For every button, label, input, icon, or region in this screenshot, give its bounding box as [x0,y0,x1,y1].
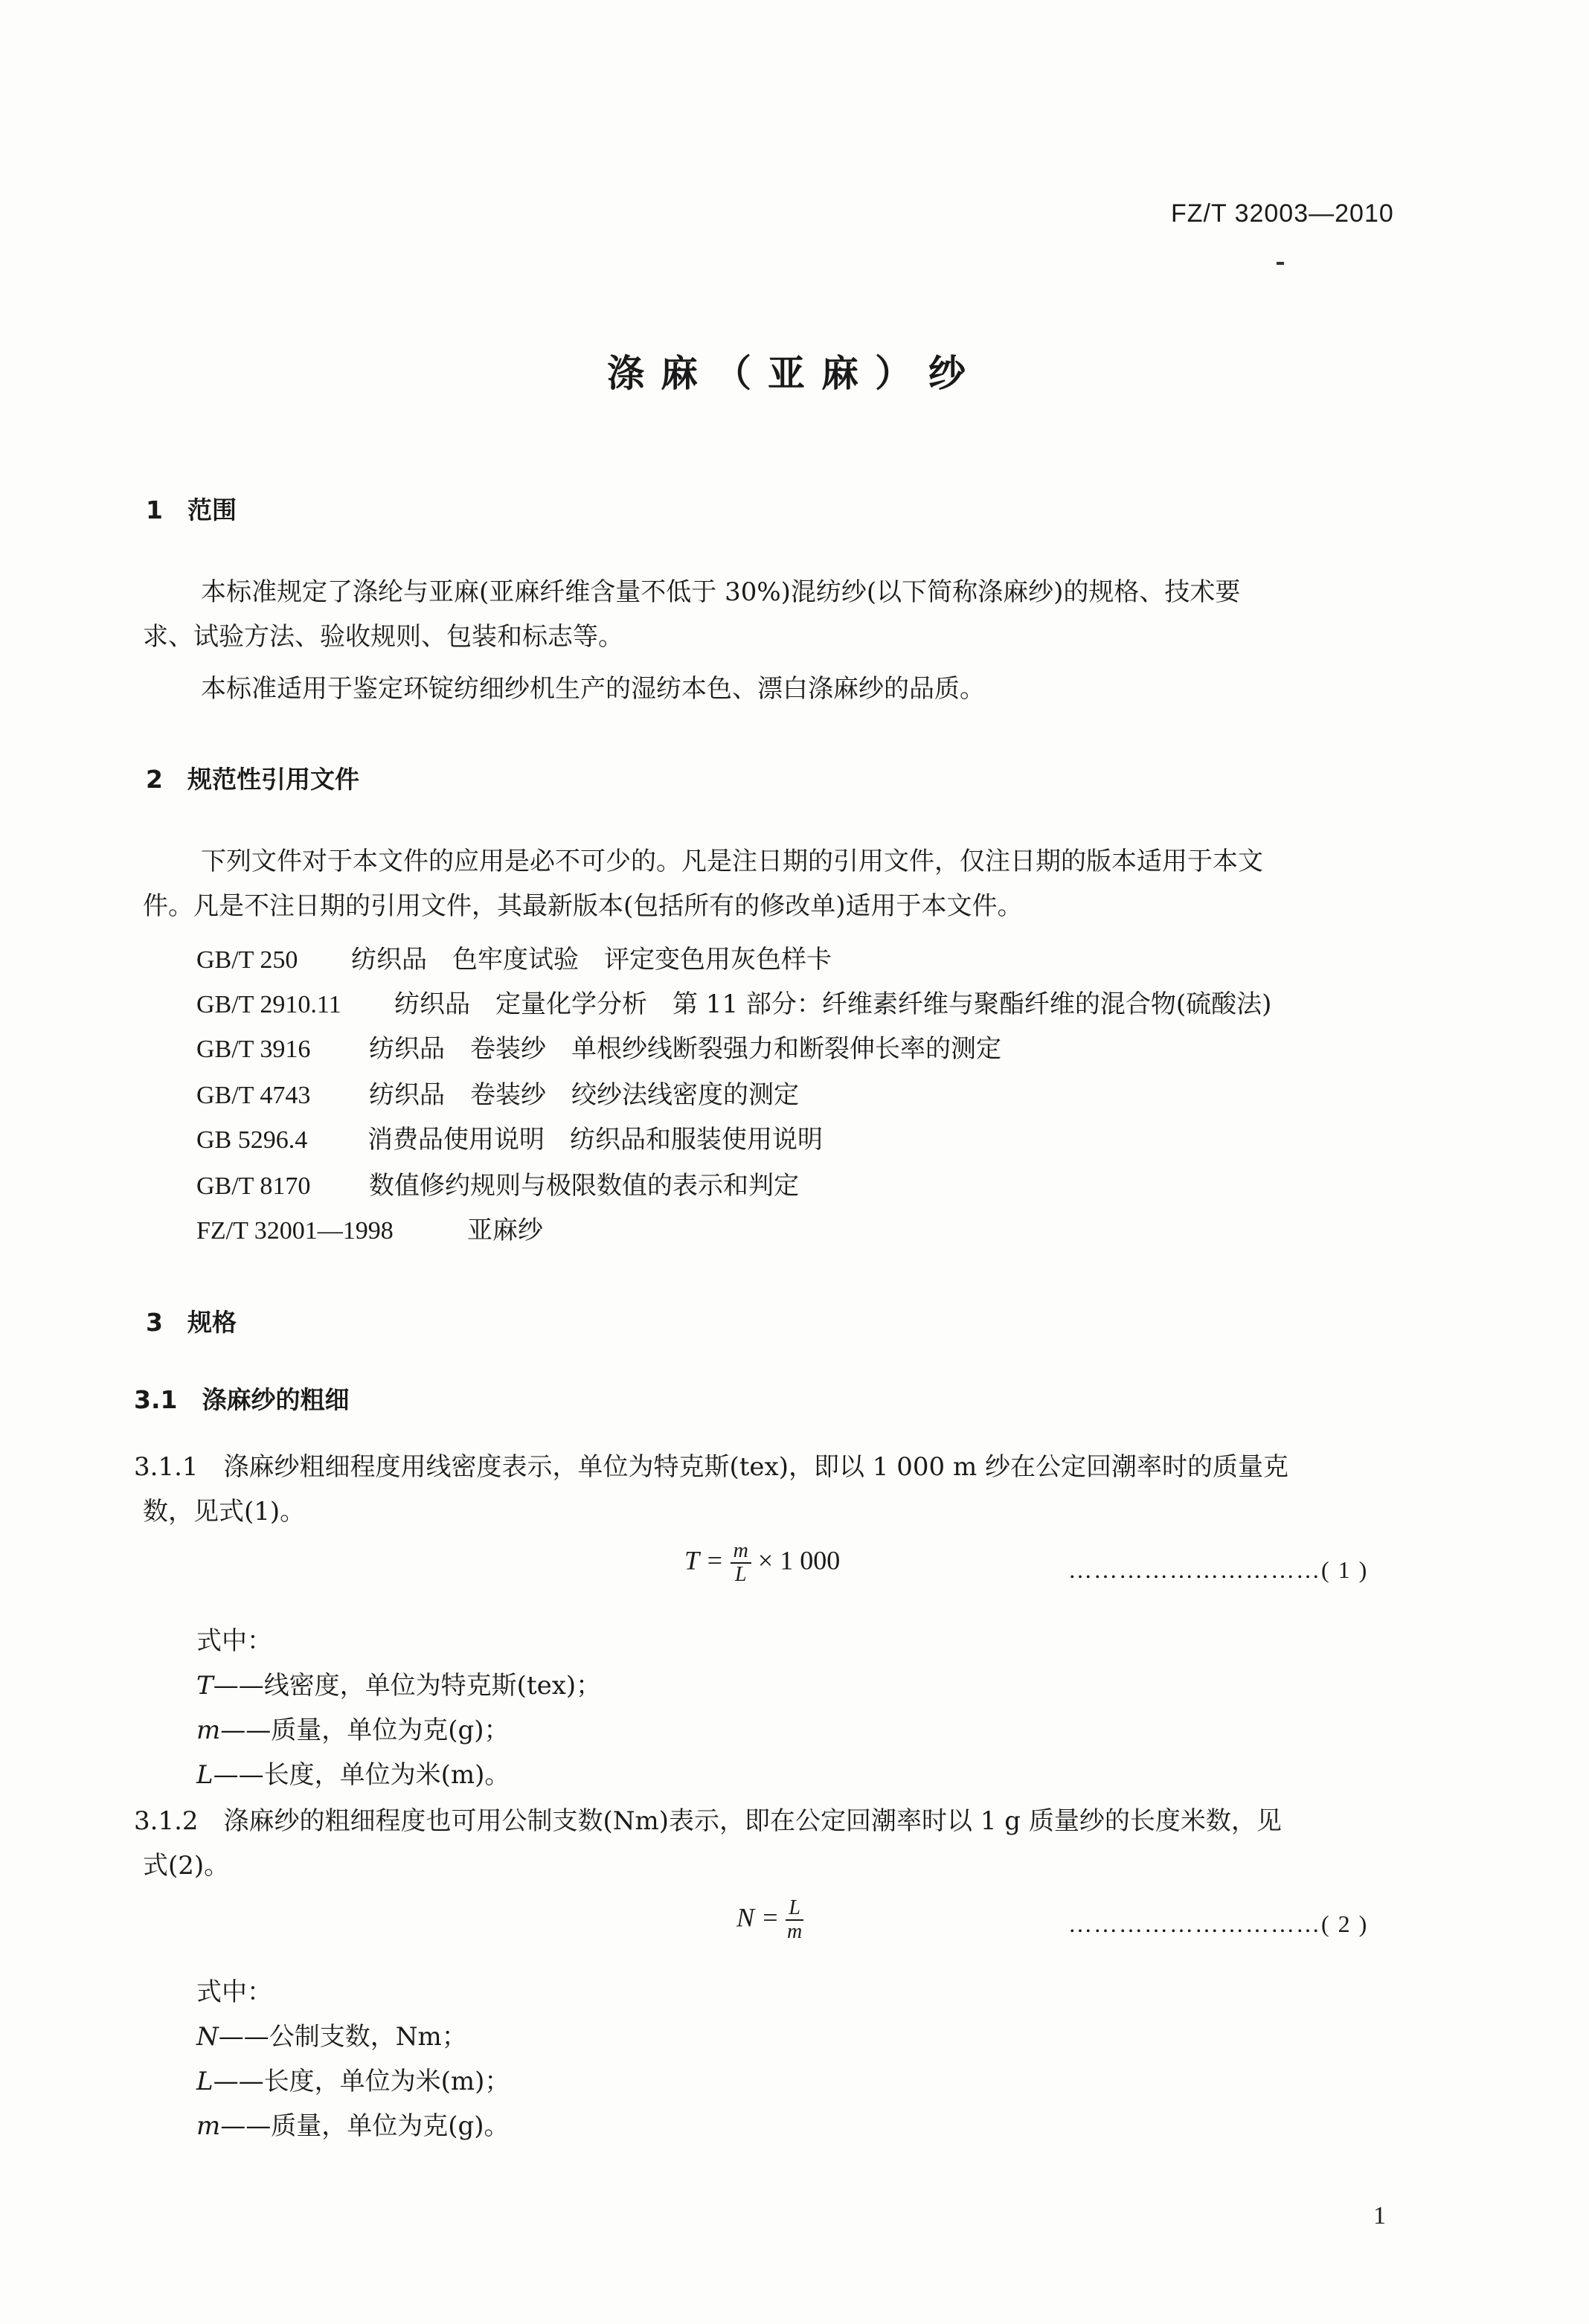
variable-symbol: m [196,2111,221,2141]
variable-description: ——质量，单位为克(g)； [220,1715,510,1745]
section-3-1-heading: 3.1 涤麻纱的粗细 [134,1385,350,1414]
formula-1-denominator: L [735,1563,747,1586]
variable-symbol: L [196,1760,214,1790]
formula-2-fraction [786,1897,803,1943]
reference-item [196,983,1271,1020]
variable-definition [196,1708,510,1753]
variable-symbol: N [196,2022,219,2052]
section-1-heading: 1 范围 [146,495,237,524]
variable-description: ——长度，单位为米(m)； [213,2067,510,2096]
formula-1-number: …………………………( 1 ) [1068,1556,1369,1583]
reference-title: 纺织品 卷装纱 单根纱线断裂强力和断裂伸长率的测定 [369,1034,1001,1064]
variable-definition [196,2015,467,2059]
reference-code: FZ/T 32001—1998 [196,1217,394,1245]
scan-mark [1277,262,1284,265]
standard-number: FZ/T 32003—2010 [1171,199,1394,228]
formula-1-rhs: × 1 000 [757,1545,841,1576]
clause-3-1-1-line-1: 3.1.1 涤麻纱粗细程度用线密度表示，单位为特克斯(tex)，即以 1 000 m 纱在公定回潮率时的质量克 [134,1452,1288,1482]
document-title: 涤麻（亚麻）纱 [607,351,982,395]
formula-2 [736,1897,803,1943]
reference-code: GB/T 4743 [196,1082,311,1109]
section-2-paragraph-line-1: 下列文件对于本文件的应用是必不可少的。凡是注日期的引用文件，仅注日期的版本适用于本文 [201,847,1263,876]
reference-item [196,1028,1001,1065]
where-label-1: 式中： [196,1626,272,1656]
variable-symbol: T [196,1671,214,1701]
section-1-paragraph-1-line-1: 本标准规定了涤纶与亚麻(亚麻纤维含量不低于 30%)混纺纱(以下简称涤麻纱)的规格、技术要 [201,577,1241,607]
section-3-heading: 3 规格 [146,1308,237,1337]
page-number: 1 [1373,2202,1386,2230]
variable-definition [196,1753,510,1797]
reference-code: GB/T 8170 [196,1172,311,1200]
section-2-heading: 2 规范性引用文件 [146,765,359,794]
reference-code: GB 5296.4 [196,1126,308,1154]
section-1-paragraph-1-line-2: 求、试验方法、验收规则、包装和标志等。 [143,622,623,652]
clause-3-1-2-line-2: 式(2)。 [143,1851,230,1881]
formula-2-denominator: m [786,1920,803,1943]
formula-2-number: …………………………( 2 ) [1068,1910,1369,1937]
section-2-paragraph-line-2: 件。凡是不注日期的引用文件，其最新版本(包括所有的修改单)适用于本文件。 [143,891,1023,921]
clause-3-1-2-line-1: 3.1.2 涤麻纱的粗细程度也可用公制支数(Nm)表示，即在公定回潮率时以 1 g 质量纱的长度米数，见 [134,1806,1282,1836]
formula-1-lhs: T = [684,1545,724,1576]
reference-item [196,1210,543,1246]
variable-description: ——公制支数，Nm； [218,2022,467,2052]
variable-description: ——线密度，单位为特克斯(tex)； [213,1671,602,1701]
reference-title: 纺织品 定量化学分析 第 11 部分：纤维素纤维与聚酯纤维的混合物(硫酸法) [394,989,1272,1019]
formula-2-lhs: N = [736,1902,780,1933]
formula-1 [684,1540,840,1586]
variable-symbol: L [196,2067,214,2096]
formula-1-fraction [731,1540,751,1586]
reference-code: GB/T 250 [196,946,298,974]
variable-description: ——长度，单位为米(m)。 [213,1760,510,1790]
variable-symbol: m [196,1715,221,1745]
reference-title: 亚麻纱 [467,1216,543,1245]
reference-title: 纺织品 卷装纱 绞纱法线密度的测定 [369,1080,799,1110]
reference-title: 纺织品 色牢度试验 评定变色用灰色样卡 [351,945,832,975]
reference-title: 消费品使用说明 纺织品和服装使用说明 [367,1125,823,1155]
reference-item [196,1119,823,1155]
reference-code: GB/T 3916 [196,1036,311,1063]
variable-definition [196,2104,510,2148]
reference-item [196,1074,799,1111]
formula-2-numerator: L [786,1897,803,1921]
where-label-2: 式中： [196,1977,272,2007]
formula-1-numerator: m [731,1540,751,1564]
reference-title: 数值修约规则与极限数值的表示和判定 [369,1171,799,1201]
section-1-paragraph-2: 本标准适用于鉴定环锭纺细纱机生产的湿纺本色、漂白涤麻纱的品质。 [201,674,985,704]
variable-definition [196,2059,510,2104]
clause-3-1-1-line-2: 数，见式(1)。 [143,1497,306,1527]
variable-description: ——质量，单位为克(g)。 [220,2111,510,2141]
reference-item [196,1165,799,1201]
reference-item [196,939,832,975]
reference-code: GB/T 2910.11 [196,991,341,1018]
variable-definition [196,1663,601,1708]
